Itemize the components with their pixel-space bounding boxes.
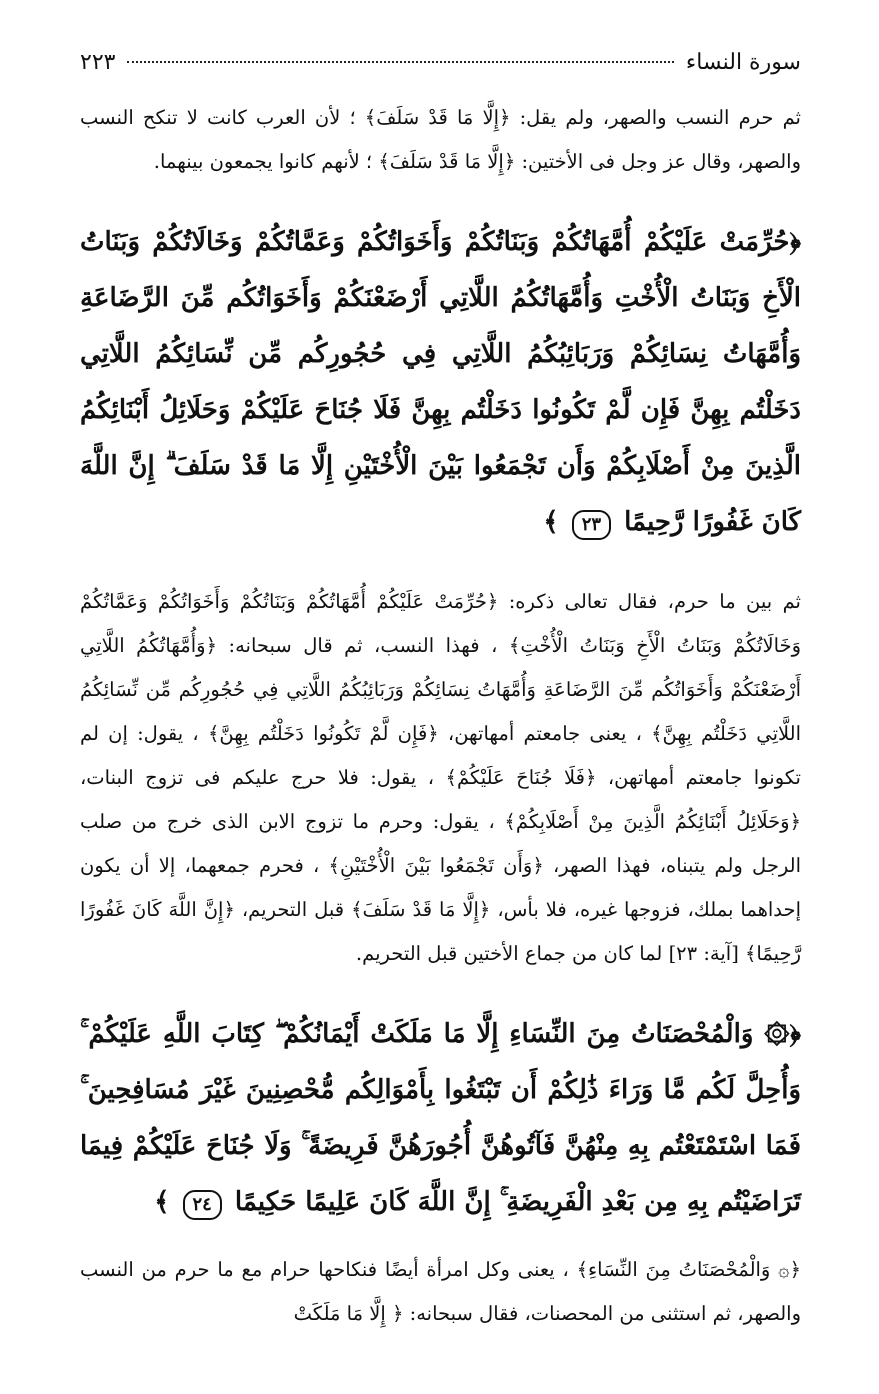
page-number: ٢٢٣ [80,50,116,75]
verse-text: ﴿۞ وَالْمُحْصَنَاتُ مِنَ النِّسَاءِ إِلَّا مَا مَلَكَتْ أَيْمَانُكُمْ ۖ كِتَابَ اللَّهِ عَلَيْكُمْ ۚ وَأُحِلَّ لَكُم مَّا وَرَاءَ ذَٰلِكُمْ أَن تَبْتَغُوا بِأَمْوَالِكُم مُّحْصِنِينَ غَيْرَ مُسَافِحِينَ ۚ فَمَا اسْتَمْتَعْتُم بِهِ مِنْهُنَّ فَآتُوهُنَّ أُجُورَهُنَّ فَرِيضَةً ۚ وَلَا جُنَاحَ عَلَيْكُمْ فِيمَا تَرَاضَيْتُم بِهِ مِن بَعْدِ الْفَرِيضَةِ ۚ إِنَّ اللَّهَ كَانَ عَلِيمًا حَكِيمًا [80,1019,801,1217]
tafsir-paragraph-1: ثم حرم النسب والصهر، ولم يقل: ﴿إِلَّا مَا قَدْ سَلَفَ﴾ ؛ لأن العرب كانت لا تنكح النسب والصهر، وقال عز وجل فى الأختين: ﴿إِلَّا مَا قَدْ سَلَفَ﴾ ؛ لأنهم كانوا يجمعون بينهما. [80,106,801,173]
quran-verse-23 [80,214,801,550]
tafsir-paragraph-3: ﴿۞ وَالْمُحْصَنَاتُ مِنَ النِّسَاءِ﴾ ، يعنى وكل امرأة أيضًا فنكاحها حرام مع ما حرم من النسب والصهر، ثم استثنى من المحصنات، فقال سبحانه: ﴿ إِلَّا مَا مَلَكَتْ [80,1258,801,1325]
header-dot-leader [127,61,673,63]
ayah-number-marker: ٢٤ [183,1190,222,1220]
quran-verse-24 [80,1006,801,1230]
page-header [80,50,801,90]
verse-closing-bracket: ﴾ [154,1187,170,1217]
tafsir-paragraph-2: ثم بين ما حرم، فقال تعالى ذكره: ﴿حُرِّمَتْ عَلَيْكُمْ أُمَّهَاتُكُمْ وَبَنَاتُكُمْ وَأَخَوَاتُكُمْ وَعَمَّاتُكُمْ وَخَالَاتُكُمْ وَبَنَاتُ الْأَخِ وَبَنَاتُ الْأُخْتِ﴾ ، فهذا النسب، ثم قال سبحانه: ﴿وَأُمَّهَاتُكُمُ اللَّاتِي أَرْضَعْنَكُمْ وَأَخَوَاتُكُم مِّنَ الرَّضَاعَةِ وَأُمَّهَاتُ نِسَائِكُمْ وَرَبَائِبُكُمُ اللَّاتِي فِي حُجُورِكُم مِّن نِّسَائِكُمُ اللَّاتِي دَخَلْتُم بِهِنَّ﴾ ، يعنى جامعتم أمهاتهن، ﴿فَإِن لَّمْ تَكُونُوا دَخَلْتُم بِهِنَّ﴾ ، يقول: إن لم تكونوا جامعتم أمهاتهن، ﴿فَلَا جُنَاحَ عَلَيْكُمْ﴾ ، يقول: فلا حرج عليكم فى تزوج البنات، ﴿وَحَلَائِلُ أَبْنَائِكُمُ الَّذِينَ مِنْ أَصْلَابِكُمْ﴾ ، يقول: وحرم ما تزوج الابن الذى خرج من صلب الرجل ولم يتبناه، فهذا الصهر، ﴿وَأَن تَجْمَعُوا بَيْنَ الْأُخْتَيْنِ﴾ ، فحرم جمعهما، إلا أن يكون إحداهما بملك، فزوجها غيره، فلا بأس، ﴿إِلَّا مَا قَدْ سَلَفَ﴾ قبل التحريم، ﴿إِنَّ اللَّهَ كَانَ غَفُورًا رَّحِيمًا﴾ [آية: ٢٣] لما كان من جماع الأختين قبل التحريم. [80,590,801,965]
verse-text: ﴿حُرِّمَتْ عَلَيْكُمْ أُمَّهَاتُكُمْ وَبَنَاتُكُمْ وَأَخَوَاتُكُمْ وَعَمَّاتُكُمْ وَخَالَاتُكُمْ وَبَنَاتُ الْأَخِ وَبَنَاتُ الْأُخْتِ وَأُمَّهَاتُكُمُ اللَّاتِي أَرْضَعْنَكُمْ وَأَخَوَاتُكُم مِّنَ الرَّضَاعَةِ وَأُمَّهَاتُ نِسَائِكُمْ وَرَبَائِبُكُمُ اللَّاتِي فِي حُجُورِكُم مِّن نِّسَائِكُمُ اللَّاتِي دَخَلْتُم بِهِنَّ فَإِن لَّمْ تَكُونُوا دَخَلْتُم بِهِنَّ فَلَا جُنَاحَ عَلَيْكُمْ وَحَلَائِلُ أَبْنَائِكُمُ الَّذِينَ مِنْ أَصْلَابِكُمْ وَأَن تَجْمَعُوا بَيْنَ الْأُخْتَيْنِ إِلَّا مَا قَدْ سَلَفَ ۗ إِنَّ اللَّهَ كَانَ غَفُورًا رَّحِيمًا [80,227,801,537]
surah-title: سورة النساء [685,50,801,75]
ayah-number-marker: ٢٣ [572,510,611,540]
verse-closing-bracket: ﴾ [543,507,559,537]
